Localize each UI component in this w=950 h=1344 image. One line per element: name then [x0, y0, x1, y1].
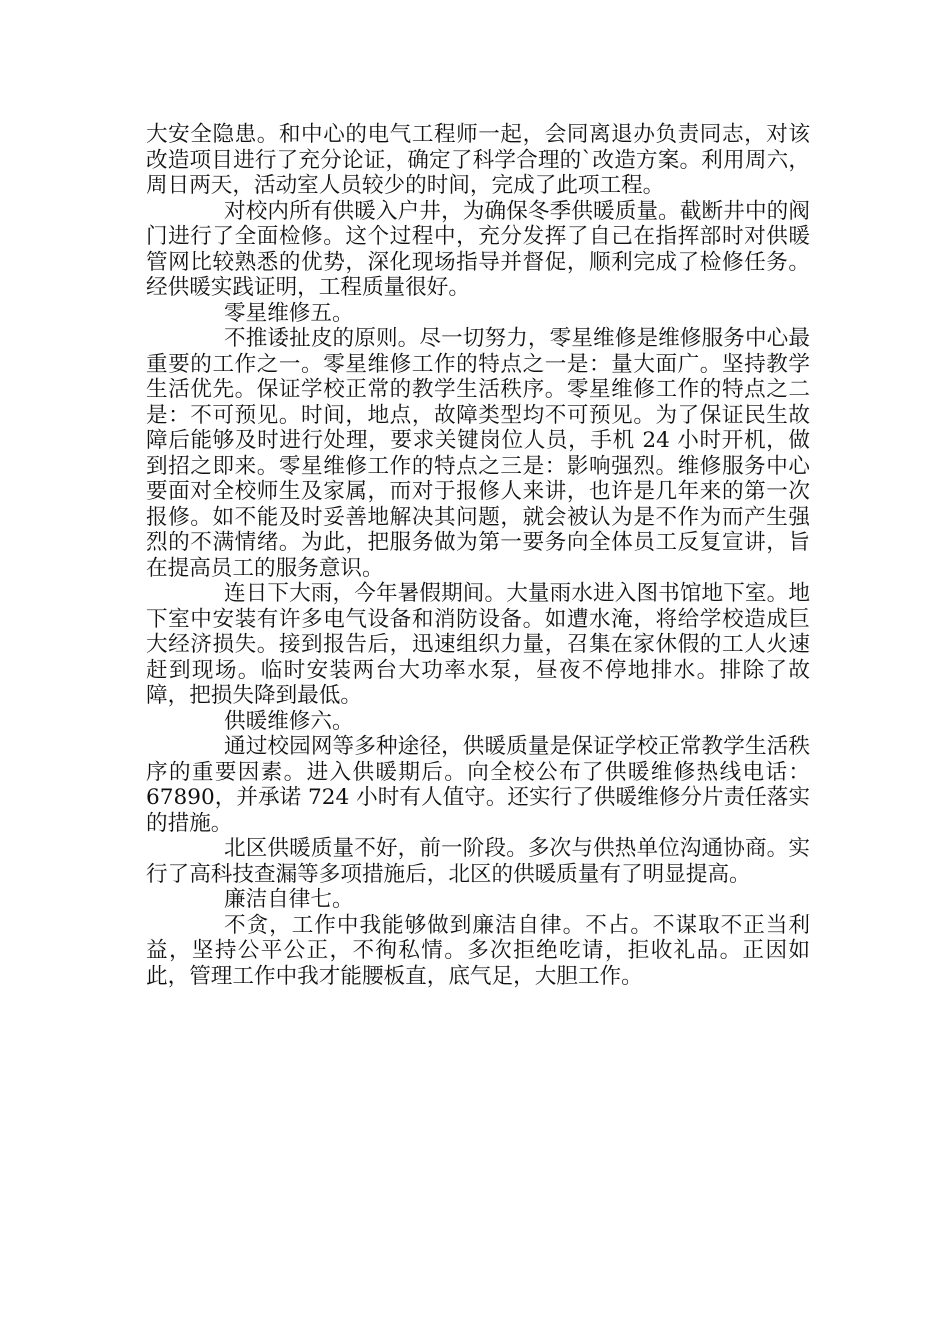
- paragraph-minor-repairs: 不推诿扯皮的原则。尽一切努力，零星维修是维修服务中心最重要的工作之一。零星维修工作的特点之一是：量大面广。坚持教学生活优先。保证学校正常的教学生活秩序。零星维修工作的特点之二是：不可预见。时间，地点，故障类型均不可预见。为了保证民生故障后能够及时进行处理，要求关键岗位人员，手机 24 小时开机，做到招之即来。零星维修工作的特点之三是：影响强烈。维修服务中心要面对全校师生及家属，而对于报修人来讲，也许是几年来的第一次报修。如不能及时妥善地解决其问题，就会被认为是不作为而产生强烈的不满情绪。为此，把服务做为第一要务向全体员工反复宣讲，旨在提高员工的服务意识。: [146, 326, 810, 581]
- paragraph-library-flooding: 连日下大雨，今年暑假期间。大量雨水进入图书馆地下室。地下室中安装有许多电气设备和消防设备。如遭水淹，将给学校造成巨大经济损失。接到报告后，迅速组织力量，召集在家休假的工人火速赶到现场。临时安装两台大功率水泵，昼夜不停地排水。排除了故障，把损失降到最低。: [146, 581, 810, 708]
- paragraph-north-district-heating: 北区供暖质量不好，前一阶段。多次与供热单位沟通协商。实行了高科技查漏等多项措施后，北区的供暖质量有了明显提高。: [146, 836, 810, 887]
- paragraph-heating-well-repair: 对校内所有供暖入户井，为确保冬季供暖质量。截断井中的阀门进行了全面检修。这个过程中，充分发挥了自己在指挥部时对供暖管网比较熟悉的优势，深化现场指导并督促，顺利完成了检修任务。经供暖实践证明，工程质量很好。: [146, 198, 810, 300]
- document-page: [146, 122, 810, 989]
- paragraph-integrity: 不贪，工作中我能够做到廉洁自律。不占。不谋取不正当利益，坚持公平公正，不徇私情。多次拒绝吃请，拒收礼品。正因如此，管理工作中我才能腰板直，底气足，大胆工作。: [146, 912, 810, 989]
- section-heading-integrity: 廉洁自律七。: [224, 887, 354, 912]
- section-heading-heating-repairs: 供暖维修六。: [224, 708, 354, 734]
- section-heading-minor-repairs: 零星维修五。: [224, 300, 354, 326]
- paragraph-heating-hotline: 通过校园网等多种途径，供暖质量是保证学校正常教学生活秩序的重要因素。进入供暖期后。向全校公布了供暖维修热线电话：67890，并承诺 724 小时有人值守。还实行了供暖维修分片责任落实的措施。: [146, 734, 810, 836]
- paragraph-renovation-project: 大安全隐患。和中心的电气工程师一起，会同离退办负责同志，对该改造项目进行了充分论证，确定了科学合理的`改造方案。利用周六，周日两天，活动室人员较少的时间，完成了此项工程。: [146, 122, 810, 198]
